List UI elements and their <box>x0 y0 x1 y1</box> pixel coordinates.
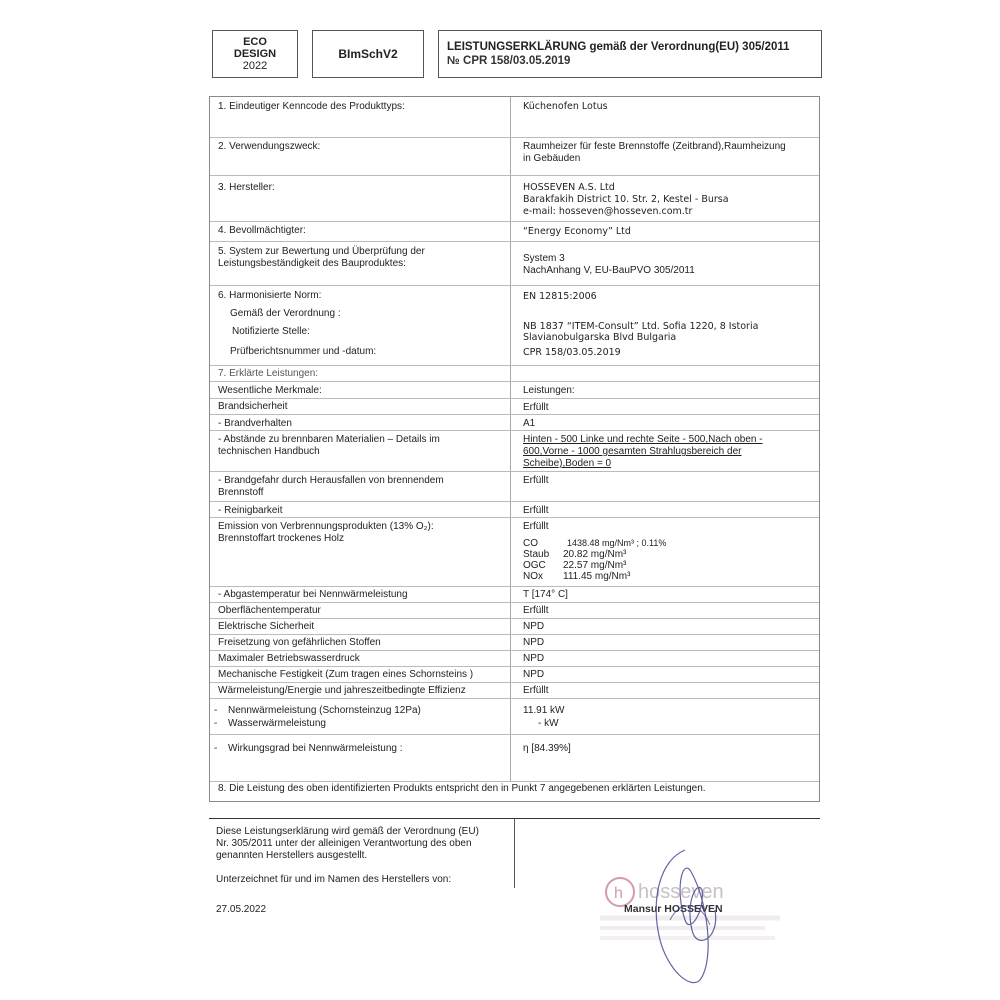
footer-text-4: Unterzeichnet für und im Namen des Herstellers von: <box>216 874 452 885</box>
row-divider <box>210 634 819 635</box>
r3-value-3: e-mail: hosseven@hosseven.com.tr <box>523 206 693 217</box>
row-divider <box>210 285 819 286</box>
r2-value-1: Raumheizer für feste Brennstoffe (Zeitbrand),Raumheizung <box>523 141 786 152</box>
r5-value-2: NachAnhang V, EU-BauPVO 305/2011 <box>523 265 695 276</box>
r5-value-1: System 3 <box>523 253 565 264</box>
r6-value: EN 12815:2006 <box>523 291 597 302</box>
perf-key-2: Brennstoff <box>218 487 264 498</box>
r6-sub2-value-1: NB 1837 “ITEM-Consult” Ltd. Sofia 1220, 8 Istoria <box>523 321 759 332</box>
emission-ogc-value: 22.57 mg/Nm³ <box>563 560 627 571</box>
eco-line2: DESIGN <box>233 48 277 60</box>
r6-sub1: Gemäß der Verordnung : <box>230 308 341 319</box>
perf-value: A1 <box>523 418 536 429</box>
row-divider <box>210 650 819 651</box>
r2-label: 2. Verwendungszweck: <box>218 141 321 152</box>
perf-value-3: Scheibe),Boden = 0 <box>523 458 612 469</box>
dash: - <box>214 705 218 716</box>
perf-value: NPD <box>523 653 545 664</box>
stamp-text: hosseven <box>638 881 724 903</box>
footer-text-2: Nr. 305/2011 unter der alleinigen Verantwortung des oben <box>216 838 472 849</box>
perf-key: Maximaler Betriebswasserdruck <box>218 653 360 664</box>
r8-statement: 8. Die Leistung des oben identifizierten Produkts entspricht den in Punkt 7 angegebenen erklärten Leistungen. <box>218 783 706 794</box>
perf-value: NPD <box>523 637 545 648</box>
row-divider <box>210 365 819 366</box>
perf-key: - Reinigbarkeit <box>218 505 283 516</box>
footer-date: 27.05.2022 <box>216 904 267 915</box>
perf-key: - Abgastemperatur bei Nennwärmeleistung <box>218 589 408 600</box>
svg-text:h: h <box>614 885 623 902</box>
bimschv2-badge: BImSchV2 <box>312 30 424 78</box>
perf-value: Hinten - 500 Linke und rechte Seite - 500,Nach oben - <box>523 434 763 445</box>
r6-sub3: Prüfberichtsnummer und -datum: <box>230 346 377 357</box>
perf-value: Erfüllt <box>523 521 549 532</box>
row-divider <box>210 501 819 502</box>
r3-label: 3. Hersteller: <box>218 182 275 193</box>
perf-key-2: Brennstoffart trockenes Holz <box>218 533 344 544</box>
perf-key: - Abstände zu brennbaren Materialien – Details im <box>218 434 440 445</box>
perf-key: Mechanische Festigkeit (Zum tragen eines Schornsteins ) <box>218 669 474 680</box>
r3-value-2: Barakfakih District 10. Str. 2, Kestel - Bursa <box>523 194 729 205</box>
wirk-value: η [84.39%] <box>523 743 571 754</box>
perf-key: Wärmeleistung/Energie und jahreszeitbedingte Effizienz <box>218 685 466 696</box>
wasser-value: - kW <box>538 718 559 729</box>
row-divider <box>210 602 819 603</box>
document-title-box <box>438 30 822 78</box>
perf-key: - Brandverhalten <box>218 418 292 429</box>
perf-value-2: 600,Vorne - 1000 gesamten Strahlugsbereich der <box>523 446 742 457</box>
perf-value: Erfüllt <box>523 605 549 616</box>
perf-key: Elektrische Sicherheit <box>218 621 315 632</box>
col-header-left: Wesentliche Merkmale: <box>218 385 322 396</box>
perf-value: Erfüllt <box>523 475 549 486</box>
perf-value: NPD <box>523 621 545 632</box>
row-divider <box>210 517 819 518</box>
row-divider <box>210 241 819 242</box>
eco-line1: ECO <box>243 36 267 48</box>
wasser-label: Wasserwärmeleistung <box>228 718 326 729</box>
signer-name: Mansur HOSSEVEN <box>624 903 723 915</box>
r5-label-2: Leistungsbeständigkeit des Bauproduktes: <box>218 258 406 269</box>
column-divider <box>510 97 511 781</box>
r6-label: 6. Harmonisierte Norm: <box>218 290 322 301</box>
row-divider <box>210 221 819 222</box>
dash: - <box>214 718 218 729</box>
r7-label: 7. Erklärte Leistungen: <box>218 368 319 379</box>
stamp-and-signature <box>590 840 790 1000</box>
r1-label: 1. Eindeutiger Kenncode des Produkttyps: <box>218 101 405 112</box>
footer-text-1: Diese Leistungserklärung wird gemäß der Verordnung (EU) <box>216 826 479 837</box>
perf-value: NPD <box>523 669 545 680</box>
perf-key-2: technischen Handbuch <box>218 446 320 457</box>
emission-co-value: 1438.48 mg/Nm³ ; 0.11% <box>567 538 667 548</box>
row-divider <box>210 137 819 138</box>
row-divider <box>210 618 819 619</box>
emission-ogc-label: OGC <box>523 560 546 571</box>
perf-value: Erfüllt <box>523 505 549 516</box>
r1-value: Küchenofen Lotus <box>523 101 608 112</box>
r5-label-1: 5. System zur Bewertung und Überprüfung der <box>218 246 425 257</box>
row-divider <box>210 471 819 472</box>
nenn-label: Nennwärmeleistung (Schornsteinzug 12Pa) <box>228 705 421 716</box>
row-divider <box>210 698 819 699</box>
eco-year: 2022 <box>242 60 268 72</box>
eco-design-badge <box>212 30 298 78</box>
row-divider <box>210 781 819 782</box>
r4-value: “Energy Economy” Ltd <box>523 226 631 237</box>
perf-key: Brandsicherheit <box>218 401 288 412</box>
row-divider <box>210 381 819 382</box>
r4-label: 4. Bevollmächtigter: <box>218 225 306 236</box>
perf-value: Erfüllt <box>523 685 549 696</box>
perf-key: - Brandgefahr durch Herausfallen von brennendem <box>218 475 444 486</box>
emission-co-label: CO <box>523 538 538 549</box>
col-header-right: Leistungen: <box>523 385 575 396</box>
document-number: № CPR 158/03.05.2019 <box>447 55 571 67</box>
emission-staub-label: Staub <box>523 549 550 560</box>
row-divider <box>210 734 819 735</box>
emission-nox-value: 111.45 mg/Nm³ <box>563 571 631 582</box>
r2-value-2: in Gebäuden <box>523 153 581 164</box>
document-title: LEISTUNGSERKLÄRUNG gemäß der Verordnung(EU) 305/2011 <box>447 41 790 53</box>
nenn-value: 11.91 kW <box>523 705 565 716</box>
perf-key: Oberflächentemperatur <box>218 605 321 616</box>
r6-sub2-value-2: Slavianobulgarska Blvd Bulgaria <box>523 332 677 343</box>
row-divider <box>210 398 819 399</box>
row-divider <box>210 175 819 176</box>
perf-value: T [174° C] <box>523 589 568 600</box>
emission-staub-value: 20.82 mg/Nm³ <box>563 549 627 560</box>
row-divider <box>210 430 819 431</box>
row-divider <box>210 666 819 667</box>
perf-key: Freisetzung von gefährlichen Stoffen <box>218 637 381 648</box>
footer-divider <box>514 818 515 888</box>
r6-sub3-value: CPR 158/03.05.2019 <box>523 347 621 358</box>
perf-key: Emission von Verbrennungsprodukten (13% O₂): <box>218 521 434 532</box>
wirk-label: Wirkungsgrad bei Nennwärmeleistung : <box>228 743 403 754</box>
emission-nox-label: NOx <box>523 571 543 582</box>
r6-sub2: Notifizierte Stelle: <box>232 326 310 337</box>
footer-text-3: genannten Herstellers ausgestellt. <box>216 850 368 861</box>
r3-value-1: HOSSEVEN A.S. Ltd <box>523 182 615 193</box>
row-divider <box>210 414 819 415</box>
perf-value: Erfüllt <box>523 402 549 413</box>
row-divider <box>210 682 819 683</box>
row-divider <box>210 586 819 587</box>
declaration-table <box>209 96 820 802</box>
dash: - <box>214 743 218 754</box>
